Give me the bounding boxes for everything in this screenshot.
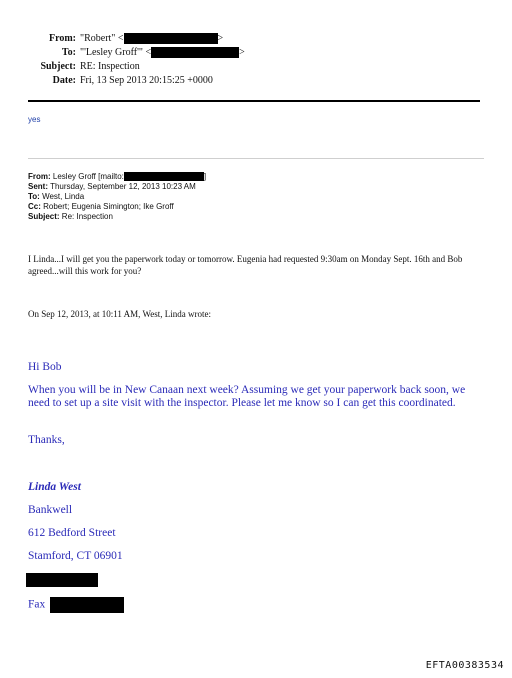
forwarded-from-value: Lesley Groff [mailto: [52,172,124,181]
forwarded-sent-value: Thursday, September 12, 2013 10:23 AM [50,182,196,191]
forwarded-subject [28,212,113,222]
redaction-box [50,597,124,613]
forwarded-sent-label: Sent: [28,182,48,191]
forwarded-from [28,172,206,182]
redaction-box [26,573,98,587]
header-subject-row [0,60,512,73]
header-from-value [80,32,223,45]
forwarded-from-label: From: [28,172,51,181]
header-date-value: Fri, 13 Sep 2013 20:15:25 +0000 [80,75,213,86]
header-divider [28,100,480,102]
forwarded-cc-value: Robert; Eugenia Simington; Ike Groff [43,202,174,211]
forwarded-to-label: To: [28,192,40,201]
reply-text: yes [28,115,41,124]
header-to-row [0,46,512,59]
redaction-box [124,33,218,44]
header-date-row [0,74,512,87]
forwarded-from-close: ] [203,172,207,181]
header-to-close: > [239,47,245,58]
signature-name: Linda West [28,481,81,493]
header-from-label: From: [48,33,76,44]
header-subject-label: Subject: [40,61,76,72]
signature-company: Bankwell [28,504,73,516]
signature-fax-label: Fax [28,598,46,611]
header-subject-value: RE: Inspection [80,61,140,72]
forwarded-to-value: West, Linda [42,192,85,201]
forwarded-subject-label: Subject: [28,212,60,221]
forwarded-sent [28,182,196,192]
quoted-body: When you will be in New Canaan next week? Assuming we get your paperwork back soon, we need to set up a site visit with the inspector. Please let me know so I can get this coordinated. [28,384,466,409]
forwarded-cc [28,202,174,212]
header-from-text: "Robert" < [80,33,124,44]
redaction-box [124,172,207,181]
signature-city: Stamford, CT 06901 [28,550,123,562]
header-date-label: Date: [52,75,76,86]
header-to-value [80,46,245,59]
header-to-label: To: [61,47,76,58]
quote-intro: On Sep 12, 2013, at 10:11 AM, West, Linda wrote: [28,309,212,319]
document-id: EFTA00383534 [425,660,504,671]
quoted-closing: Thanks, [28,434,65,446]
message-paragraph: I Linda...I will get you the paperwork today or tomorrow. Eugenia had requested 9:30am on Monday Sept. 16th and Bob agreed...will this work for you? [28,254,463,276]
signature-fax [28,597,124,613]
forwarded-cc-label: Cc: [28,202,41,211]
header-from-row [0,32,512,45]
forwarded-to [28,192,84,202]
header-from-close: > [217,33,224,44]
forwarded-subject-value: Re: Inspection [61,212,113,221]
signature-street: 612 Bedford Street [28,527,116,539]
quoted-greeting: Hi Bob [28,361,62,373]
quote-divider [28,158,484,159]
redaction-box [151,47,239,58]
header-to-text: "'Lesley Groff'" < [80,47,152,58]
